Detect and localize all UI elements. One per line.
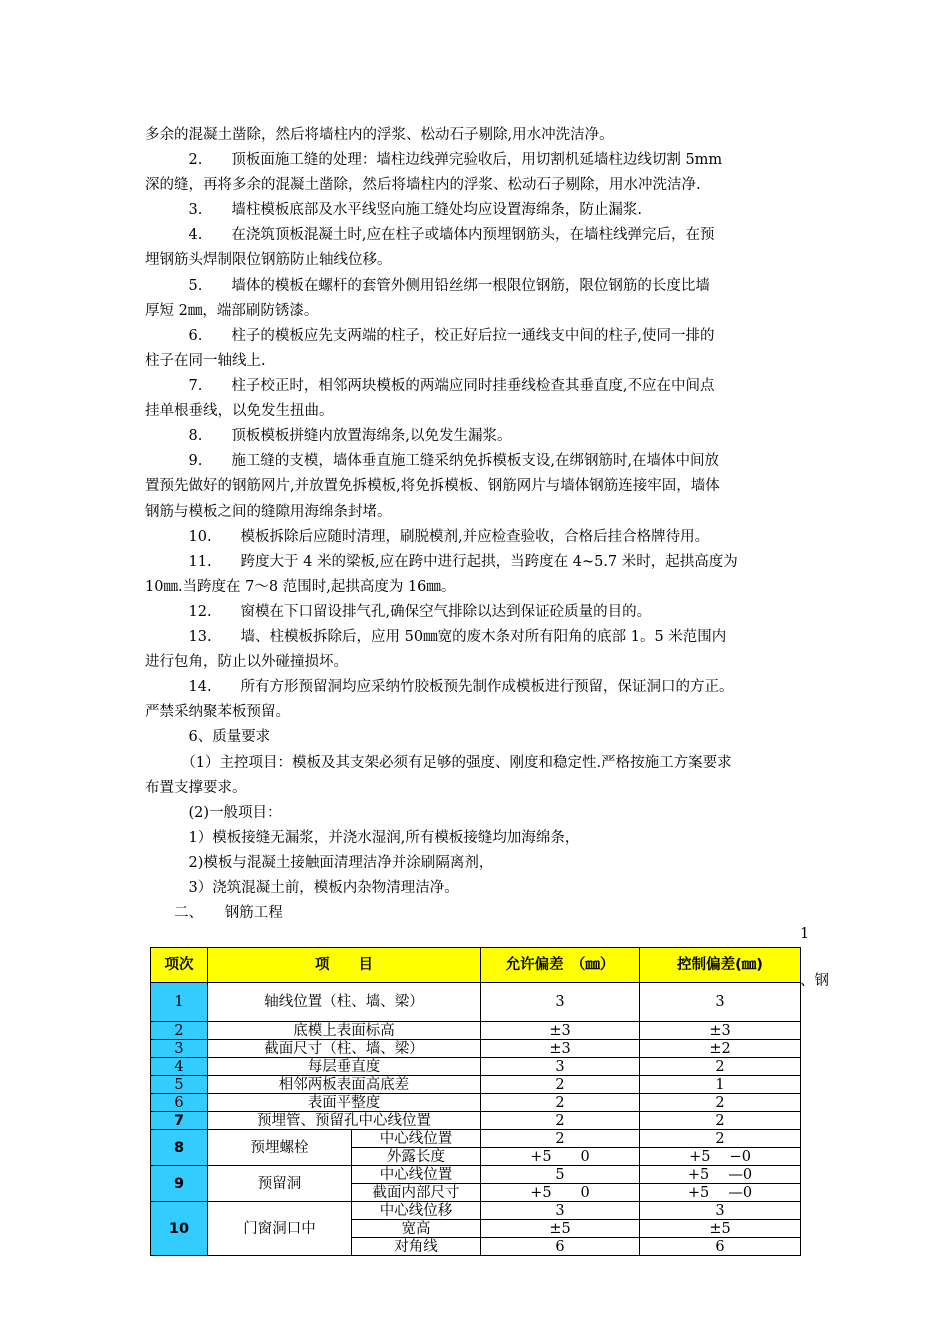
- paragraph-line: 12. 窗模在下口留设排气孔,确保空气排除以达到保证砼质量的目的。: [145, 604, 652, 620]
- table-row: [151, 1130, 801, 1148]
- row-control: 2: [640, 1094, 801, 1112]
- table-row: [151, 1058, 801, 1076]
- row-item: 轴线位置（柱、墙、梁）: [208, 983, 481, 1022]
- row-allow: 2: [481, 1130, 640, 1148]
- paragraph-line: 10㎜.当跨度在 7～8 范围时,起拱高度为 16㎜。: [145, 579, 456, 595]
- paragraph-line: 2. 顶板面施工缝的处理：墙柱边线弹完验收后，用切割机延墙柱边线切割 5mm: [145, 152, 723, 168]
- row-item: 截面尺寸（柱、墙、梁）: [208, 1040, 481, 1058]
- table-row: [151, 1112, 801, 1130]
- paragraph-line: 6. 柱子的模板应先支两端的柱子，校正好后拉一通线支中间的柱子,使同一排的: [145, 328, 715, 344]
- header-item: 项 目: [208, 948, 481, 983]
- paragraph-line: 钢筋与模板之间的缝隙用海绵条封堵。: [145, 504, 392, 520]
- row-control: ±2: [640, 1040, 801, 1058]
- table-header-row: [151, 948, 801, 983]
- row-control: ±5: [640, 1220, 801, 1238]
- paragraph-line: 9. 施工缝的支模，墙体垂直施工缝采纳免拆模板支设,在绑钢筋时,在墙体中间放: [145, 453, 720, 469]
- row-allow: ±5: [481, 1220, 640, 1238]
- paragraph-line: （1）主控项目：模板及其支架必须有足够的强度、刚度和稳定性.严格按施工方案要求: [145, 755, 732, 771]
- row-item: 门窗洞口中: [208, 1202, 352, 1256]
- row-allow: 2: [481, 1094, 640, 1112]
- table-row: [151, 1076, 801, 1094]
- row-subitem: 外露长度: [352, 1148, 481, 1166]
- header-no: 项次: [151, 948, 208, 983]
- table-row: [151, 1166, 801, 1184]
- row-item: 底模上表面标高: [208, 1022, 481, 1040]
- row-control: +5 —0: [640, 1166, 801, 1184]
- paragraph-line: 14. 所有方形预留洞均应采纳竹胶板预先制作成模板进行预留，保证洞口的方正。: [145, 679, 734, 695]
- row-control: 6: [640, 1238, 801, 1256]
- row-control: ±3: [640, 1022, 801, 1040]
- row-allow: 5: [481, 1166, 640, 1184]
- paragraph-line: 严禁采纳聚苯板预留。: [145, 704, 290, 720]
- header-control: 控制偏差(㎜): [640, 948, 801, 983]
- row-subitem: 对角线: [352, 1238, 481, 1256]
- paragraph-line: 深的缝，再将多余的混凝土凿除，然后将墙柱内的浮浆、松动石子剔除，用水冲洗洁净.: [145, 177, 701, 193]
- table-row: [151, 983, 801, 1022]
- row-subitem: 中心线位置: [352, 1130, 481, 1148]
- paragraph-line: 多余的混凝土凿除，然后将墙柱内的浮浆、松动石子剔除,用水冲洗洁净。: [145, 127, 614, 143]
- row-no: 7: [151, 1112, 208, 1130]
- paragraph-line: 3）浇筑混凝土前，模板内杂物清理洁净。: [145, 880, 459, 896]
- paragraph-line: 厚短 2㎜，端部刷防锈漆。: [145, 303, 319, 319]
- row-control: 3: [640, 1202, 801, 1220]
- row-control: +5 —0: [640, 1184, 801, 1202]
- paragraph-line: 6、质量要求: [145, 729, 271, 745]
- row-item: 每层垂直度: [208, 1058, 481, 1076]
- row-no: 8: [151, 1130, 208, 1166]
- table-row: [151, 1094, 801, 1112]
- row-no: 6: [151, 1094, 208, 1112]
- paragraph-line: 柱子在同一轴线上.: [145, 353, 266, 369]
- paragraph-line: 置预先做好的钢筋网片,并放置免拆模板,将免拆模板、钢筋网片与墙体钢筋连接牢固，墙体: [145, 478, 720, 494]
- row-subitem: 中心线位移: [352, 1202, 481, 1220]
- row-control: +5 −0: [640, 1148, 801, 1166]
- side-note-text: 、钢: [800, 973, 829, 989]
- paragraph-line: 4. 在浇筑顶板混凝土时,应在柱子或墙体内预埋钢筋头，在墙柱线弹完后，在预: [145, 227, 715, 243]
- row-subitem: 宽高: [352, 1220, 481, 1238]
- row-item: 预埋螺栓: [208, 1130, 352, 1166]
- paragraph-line: 1）模板接缝无漏浆，并浇水湿润,所有模板接缝均加海绵条，: [145, 830, 580, 846]
- row-no: 5: [151, 1076, 208, 1094]
- table-row: [151, 1202, 801, 1220]
- paragraph-line: 11. 跨度大于 4 米的梁板,应在跨中进行起拱，当跨度在 4~5.7 米时，起拱高度为: [145, 554, 738, 570]
- side-note-number: 1: [800, 926, 810, 942]
- row-control: 3: [640, 983, 801, 1022]
- row-item: 预埋管、预留孔中心线位置: [208, 1112, 481, 1130]
- row-allow: 3: [481, 983, 640, 1022]
- row-allow: ±3: [481, 1040, 640, 1058]
- paragraph-line: (2)一般项目：: [145, 805, 282, 821]
- row-allow: 3: [481, 1058, 640, 1076]
- row-item: 预留洞: [208, 1166, 352, 1202]
- row-allow: 2: [481, 1112, 640, 1130]
- paragraph-line: 二、 钢筋工程: [145, 905, 283, 921]
- table-row: [151, 1040, 801, 1058]
- row-control: 2: [640, 1130, 801, 1148]
- paragraph-line: 7. 柱子校正时，相邻两块模板的两端应同时挂垂线检查其垂直度,不应在中间点: [145, 378, 715, 394]
- row-allow: +5 0: [481, 1148, 640, 1166]
- row-allow: 3: [481, 1202, 640, 1220]
- row-allow: ±3: [481, 1022, 640, 1040]
- row-allow: 2: [481, 1076, 640, 1094]
- paragraph-line: 5. 墙体的模板在螺杆的套管外侧用铅丝绑一根限位钢筋，限位钢筋的长度比墙: [145, 278, 710, 294]
- paragraph-line: 2)模板与混凝土接触面清理洁净并涂刷隔离剂，: [145, 855, 494, 871]
- row-no: 10: [151, 1202, 208, 1256]
- paragraph-line: 8. 顶板模板拼缝内放置海绵条,以免发生漏浆。: [145, 428, 512, 444]
- row-subitem: 截面内部尺寸: [352, 1184, 481, 1202]
- row-subitem: 中心线位置: [352, 1166, 481, 1184]
- paragraph-line: 挂单根垂线，以免发生扭曲。: [145, 403, 334, 419]
- row-item: 表面平整度: [208, 1094, 481, 1112]
- row-control: 2: [640, 1112, 801, 1130]
- row-item: 相邻两板表面高底差: [208, 1076, 481, 1094]
- table-row: [151, 1022, 801, 1040]
- row-no: 3: [151, 1040, 208, 1058]
- row-no: 1: [151, 983, 208, 1022]
- row-no: 4: [151, 1058, 208, 1076]
- row-control: 2: [640, 1058, 801, 1076]
- paragraph-line: 3. 墙柱模板底部及水平线竖向施工缝处均应设置海绵条，防止漏浆.: [145, 202, 642, 218]
- paragraph-line: 布置支撑要求。: [145, 780, 247, 796]
- row-allow: +5 0: [481, 1184, 640, 1202]
- paragraph-line: 进行包角，防止以外碰撞损坏。: [145, 654, 348, 670]
- row-control: 1: [640, 1076, 801, 1094]
- paragraph-line: 10. 模板拆除后应随时清理，刷脱模剂,并应检查验收，合格后挂合格牌待用。: [145, 529, 710, 545]
- row-allow: 6: [481, 1238, 640, 1256]
- row-no: 2: [151, 1022, 208, 1040]
- paragraph-line: 埋钢筋头焊制限位钢筋防止轴线位移。: [145, 252, 392, 268]
- header-allow: 允许偏差 （㎜）: [481, 948, 640, 983]
- tolerance-table: [150, 947, 801, 1256]
- row-no: 9: [151, 1166, 208, 1202]
- paragraph-line: 13. 墙、柱模板拆除后，应用 50㎜宽的废木条对所有阳角的底部 1。5 米范围内: [145, 629, 727, 645]
